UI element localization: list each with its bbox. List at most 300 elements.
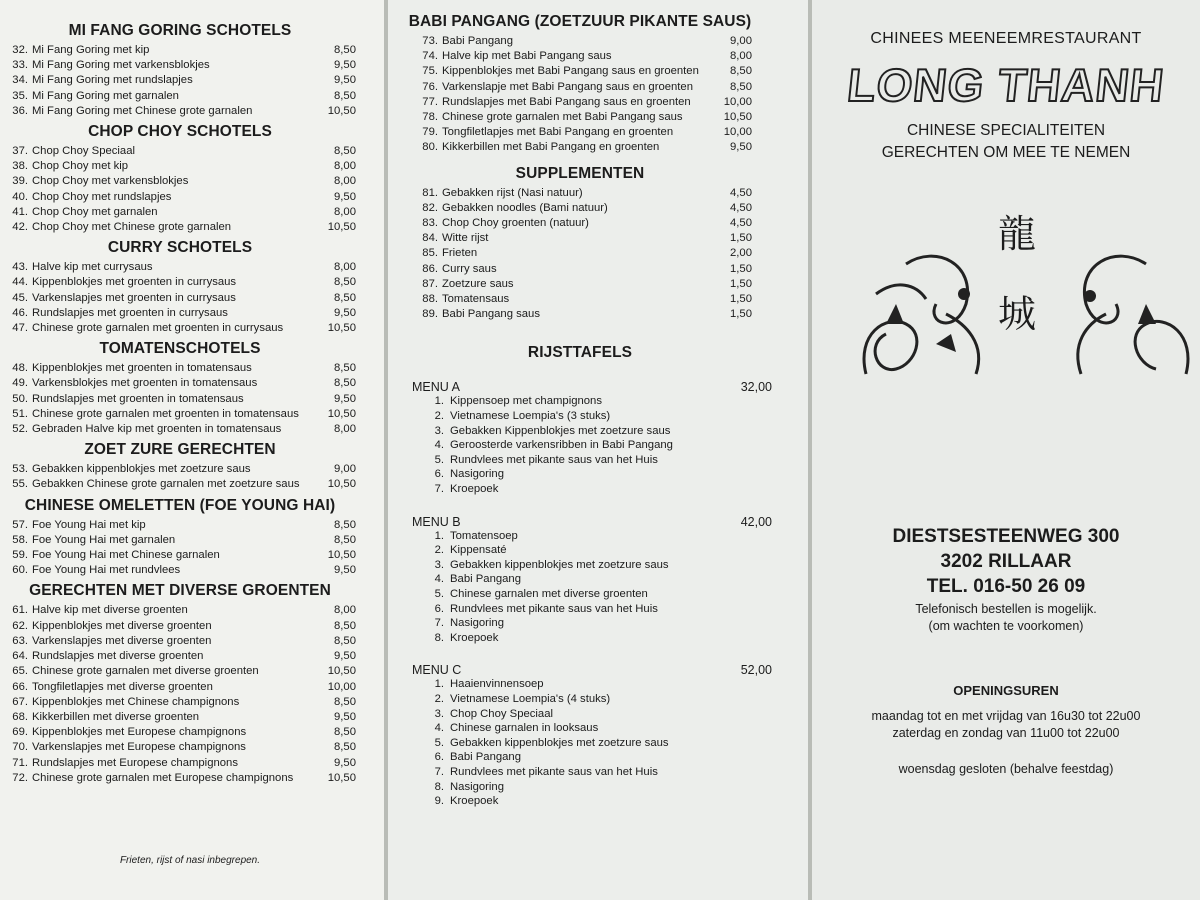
menu-item-row (4, 533, 356, 548)
item-number: 55. (12, 478, 28, 491)
item-number: 45. (12, 291, 28, 304)
item-number: 81. (422, 186, 438, 199)
footnote: Frieten, rijst of nasi inbegrepen. (119, 855, 261, 866)
item-number: 44. (12, 276, 28, 289)
item-price: 10,50 (327, 407, 356, 420)
item-number: 74. (422, 50, 438, 63)
set-menu-item (408, 750, 752, 765)
item-price: 8,50 (334, 518, 356, 531)
item-number: 87. (422, 277, 438, 290)
item-name: Mi Fang Goring met varkensblokjes (32, 59, 210, 72)
item-number: 88. (422, 293, 438, 306)
item-price: 10,50 (327, 478, 356, 491)
item-name: Rundslapjes met groenten in currysaus (32, 306, 228, 319)
item-number: 49. (12, 377, 28, 390)
set-menu-item (408, 394, 752, 409)
item-name: Varkenslapjes met groenten in currysaus (32, 291, 236, 304)
menu-item-row (4, 649, 356, 664)
item-price: 10,00 (723, 126, 752, 139)
item-number: 69. (12, 726, 28, 739)
menu-section (4, 441, 356, 492)
item-name: Tomatensaus (442, 293, 510, 306)
item-name: Gebakken kippenblokjes met zoetzure saus (32, 463, 251, 476)
menu-item-row (4, 392, 356, 407)
item-number: 62. (12, 619, 28, 632)
set-menu-item-number: 6. (434, 468, 444, 481)
menu-item-row (408, 49, 752, 64)
menu-item-row (4, 43, 356, 58)
item-name: Curry saus (442, 262, 497, 275)
menu-section (4, 340, 356, 437)
item-name: Witte rijst (442, 232, 489, 245)
set-menu-item-name: Gebakken kippenblokjes met zoetzure saus (450, 736, 669, 749)
menu-item-row (4, 321, 356, 336)
menu-item-row (4, 422, 356, 437)
item-price: 9,50 (334, 59, 356, 72)
item-name: Kikkerbillen met Babi Pangang en groenten (442, 141, 660, 154)
section-title: GERECHTEN MET DIVERSE GROENTEN (29, 582, 331, 600)
item-price: 2,00 (730, 247, 752, 260)
item-name: Kippenblokjes met Babi Pangang saus en groenten (442, 65, 699, 78)
menu-item-row (4, 361, 356, 376)
set-menu-item-name: Geroosterde varkensribben in Babi Pangang (450, 439, 673, 452)
set-menu-price: 42,00 (740, 514, 772, 529)
set-menu-name: MENU C (412, 663, 462, 678)
set-menu-item-number: 9. (434, 795, 444, 808)
phone-note-line-2: (om wachten te voorkomen) (928, 619, 1084, 633)
item-name: Chinese grote garnalen met groenten in tomatensaus (32, 407, 299, 420)
set-menu-item (408, 572, 752, 587)
item-number: 70. (12, 741, 28, 754)
item-name: Halve kip met currysaus (32, 261, 153, 274)
item-number: 50. (12, 392, 28, 405)
chinese-characters (998, 194, 1036, 354)
item-number: 77. (422, 95, 438, 108)
item-price: 8,50 (334, 145, 356, 158)
middle-sections (408, 13, 752, 322)
menu-item-row (4, 174, 356, 189)
item-number: 68. (12, 710, 28, 723)
item-name: Kippenblokjes met Europese champignons (32, 726, 247, 739)
set-menu-item (408, 467, 752, 482)
set-menu-item-number: 5. (434, 587, 444, 600)
item-price: 8,50 (334, 533, 356, 546)
set-menu-item (408, 631, 752, 646)
item-price: 1,50 (730, 293, 752, 306)
set-menu-item-name: Chinese garnalen met diverse groenten (450, 587, 648, 600)
item-number: 63. (12, 634, 28, 647)
section-title: MI FANG GORING SCHOTELS (68, 22, 292, 39)
hanzi-dragon: 龍 (998, 212, 1037, 256)
item-name: Tongfiletlapjes met diverse groenten (32, 680, 213, 693)
set-menu-item-name: Rundvlees met pikante saus van het Huis (450, 453, 658, 466)
item-price: 8,00 (334, 205, 356, 218)
set-menu-item-number: 1. (434, 678, 444, 691)
set-menu-item-name: Tomatensoep (450, 529, 518, 542)
item-price: 8,00 (334, 423, 356, 436)
menu-item-row (4, 740, 356, 755)
item-price: 9,50 (334, 756, 356, 769)
section-title: BABI PANGANG (ZOETZUUR PIKANTE SAUS) (408, 13, 752, 30)
set-menu-item-number: 7. (434, 617, 444, 630)
item-number: 84. (422, 232, 438, 245)
menu-item-row (4, 104, 356, 119)
set-menu-item-name: Nasigoring (450, 617, 505, 630)
set-menu-item (408, 453, 752, 468)
item-price: 1,50 (730, 262, 752, 275)
menu-item-row (4, 306, 356, 321)
dragon-left-icon (846, 224, 996, 394)
menu-item-row (4, 291, 356, 306)
item-price: 9,50 (334, 74, 356, 87)
set-menu-item-name: Gebakken kippenblokjes met zoetzure saus (450, 558, 669, 571)
set-menu-item-number: 6. (434, 751, 444, 764)
item-number: 82. (422, 201, 438, 214)
item-name: Mi Fang Goring met Chinese grote garnalen (32, 104, 253, 117)
item-number: 33. (12, 59, 28, 72)
menu-item-row (4, 695, 356, 710)
item-name: Kippenblokjes met groenten in currysaus (32, 276, 237, 289)
item-name: Rundslapjes met Babi Pangang saus en groenten (442, 95, 691, 108)
item-name: Chinese grote garnalen met groenten in currysaus (32, 322, 284, 335)
item-name: Chinese grote garnalen met Europese champignons (32, 771, 294, 784)
address-block (820, 524, 1192, 599)
menu-section (408, 165, 752, 323)
set-menu-item-number: 2. (434, 544, 444, 557)
set-menu-item-name: Kroepoek (450, 483, 499, 496)
item-number: 35. (12, 89, 28, 102)
item-number: 36. (12, 104, 28, 117)
item-number: 57. (12, 518, 28, 531)
item-price: 1,50 (730, 308, 752, 321)
set-menu-item (408, 424, 752, 439)
item-number: 61. (12, 604, 28, 617)
item-name: Rundslapjes met diverse groenten (32, 650, 204, 663)
item-price: 8,50 (334, 276, 356, 289)
item-number: 89. (422, 308, 438, 321)
set-menu-item-name: Kippensaté (450, 544, 507, 557)
address-city: 3202 RILLAAR (940, 551, 1072, 572)
item-name: Varkenslapjes met Europese champignons (32, 741, 246, 754)
menu-item-row (408, 277, 752, 292)
item-name: Chop Choy met rundslapjes (32, 190, 172, 203)
item-number: 58. (12, 533, 28, 546)
item-price: 10,50 (327, 549, 356, 562)
set-menu-item-number: 4. (434, 722, 444, 735)
item-name: Mi Fang Goring met kip (32, 44, 150, 56)
item-price: 9,50 (334, 650, 356, 663)
section-title: TOMATENSCHOTELS (99, 340, 261, 358)
set-menu-header (408, 514, 772, 529)
menu-item-row (4, 260, 356, 275)
item-price: 10,50 (327, 104, 356, 117)
item-number: 52. (12, 423, 28, 436)
item-price: 4,50 (730, 201, 752, 214)
set-menu-item-number: 4. (434, 439, 444, 452)
item-number: 76. (422, 80, 438, 93)
phone-note (820, 601, 1192, 635)
item-number: 83. (422, 217, 438, 230)
set-menu-item-name: Vietnamese Loempia's (3 stuks) (450, 410, 611, 423)
menu-item-row (4, 563, 356, 578)
item-number: 41. (12, 205, 28, 218)
item-price: 9,50 (334, 710, 356, 723)
menu-item-row (4, 205, 356, 220)
address-street: DIESTSESTEENWEG 300 (892, 526, 1120, 547)
item-price: 1,50 (730, 232, 752, 245)
item-name: Babi Pangang saus (442, 308, 540, 321)
set-menu-item (408, 409, 752, 424)
set-menu-item-number: 7. (434, 483, 444, 496)
hanzi-city: 城 (998, 292, 1037, 336)
menu-item-row (408, 186, 752, 201)
item-name: Gebakken Chinese grote garnalen met zoetzure saus (32, 478, 300, 491)
menu-section (4, 123, 356, 235)
item-name: Babi Pangang (442, 35, 513, 47)
item-number: 79. (422, 126, 438, 139)
item-price: 8,00 (334, 261, 356, 274)
item-number: 38. (12, 160, 28, 173)
menu-item-row (408, 125, 752, 140)
set-menu-item-number: 5. (434, 736, 444, 749)
set-menu-item (408, 780, 752, 795)
section-title: SUPPLEMENTEN (515, 164, 645, 182)
menu-item-row (408, 246, 752, 261)
item-price: 8,00 (334, 604, 356, 617)
set-menu-item-number: 7. (434, 765, 444, 778)
item-price: 8,50 (334, 619, 356, 632)
menu-item-row (4, 680, 356, 695)
item-name: Varkensblokjes met groenten in tomatensaus (32, 377, 258, 390)
item-price: 10,00 (327, 680, 356, 693)
rijsttafel-menus (408, 380, 772, 808)
menu-item-row (4, 771, 356, 786)
set-menu-item-name: Haaienvinnensoep (450, 678, 544, 691)
item-name: Mi Fang Goring met rundslapjes (32, 74, 193, 87)
item-number: 72. (12, 771, 28, 784)
item-name: Kippenblokjes met diverse groenten (32, 619, 212, 632)
set-menu-item-name: Babi Pangang (450, 573, 521, 586)
item-price: 8,50 (334, 377, 356, 390)
menu-item-row (408, 307, 752, 322)
set-menu-item-name: Vietnamese Loempia's (4 stuks) (450, 692, 611, 705)
menu-item-row (4, 462, 356, 477)
item-number: 66. (12, 680, 28, 693)
item-number: 39. (12, 175, 28, 188)
item-price: 8,50 (334, 291, 356, 304)
item-price: 8,50 (730, 80, 752, 93)
restaurant-logo: LONG THANH (844, 59, 1168, 111)
item-name: Gebraden Halve kip met groenten in tomatensaus (32, 423, 282, 436)
set-menu-item-name: Chop Choy Speciaal (450, 707, 553, 720)
item-price: 8,00 (334, 160, 356, 173)
item-number: 60. (12, 564, 28, 577)
menu-item-row (4, 710, 356, 725)
item-price: 8,00 (730, 50, 752, 63)
item-number: 34. (12, 74, 28, 87)
item-price: 9,50 (334, 306, 356, 319)
set-menu-item-name: Gebakken Kippenblokjes met zoetzure saus (450, 424, 671, 437)
item-price: 9,00 (730, 35, 752, 47)
set-menu-item-number: 6. (434, 602, 444, 615)
item-price: 4,50 (730, 186, 752, 199)
item-price: 8,50 (334, 44, 356, 56)
item-number: 59. (12, 549, 28, 562)
set-menu-header (408, 380, 772, 395)
item-price: 10,50 (327, 771, 356, 784)
opening-hours (820, 708, 1192, 742)
set-menu-item-number: 5. (434, 453, 444, 466)
set-menu-header (408, 663, 772, 678)
item-name: Foe Young Hai met garnalen (32, 533, 176, 546)
item-number: 86. (422, 262, 438, 275)
menu-item-row (4, 159, 356, 174)
item-price: 4,50 (730, 217, 752, 230)
item-number: 65. (12, 665, 28, 678)
menu-item-row (408, 64, 752, 79)
set-menu-item (408, 558, 752, 573)
menu-item-row (408, 201, 752, 216)
item-price: 10,50 (327, 665, 356, 678)
item-price: 8,50 (730, 65, 752, 78)
set-menu-item (408, 602, 752, 617)
item-name: Chop Choy groenten (natuur) (442, 217, 589, 230)
rijsttafels-title: RIJSTTAFELS (527, 344, 633, 362)
set-menu-item (408, 438, 752, 453)
menu-item-row (4, 518, 356, 533)
menu-item-row (4, 275, 356, 290)
item-name: Chop Choy met Chinese grote garnalen (32, 221, 232, 234)
item-price: 1,50 (730, 277, 752, 290)
menu-item-row (4, 190, 356, 205)
menu-section (4, 22, 356, 119)
menu-item-row (4, 603, 356, 618)
set-menu-item-number: 2. (434, 692, 444, 705)
phone-note-line-1: Telefonisch bestellen is mogelijk. (915, 602, 1097, 616)
item-price: 10,50 (723, 111, 752, 124)
set-menu-item-number: 2. (434, 410, 444, 423)
menu-section (4, 239, 356, 336)
menu-item-row (4, 619, 356, 634)
item-name: Zoetzure saus (442, 277, 514, 290)
item-number: 46. (12, 306, 28, 319)
item-name: Mi Fang Goring met garnalen (32, 89, 179, 102)
middle-menu-panel (388, 0, 810, 900)
item-price: 9,50 (334, 564, 356, 577)
item-name: Frieten (442, 247, 478, 260)
item-price: 9,00 (334, 463, 356, 476)
set-menu-item (408, 707, 752, 722)
item-number: 32. (12, 44, 28, 56)
set-menu-item (408, 616, 752, 631)
set-menu-item-name: Babi Pangang (450, 751, 521, 764)
item-name: Halve kip met diverse groenten (32, 604, 188, 617)
menu-item-row (408, 216, 752, 231)
menu-item-row (4, 548, 356, 563)
menu-item-row (4, 89, 356, 104)
item-number: 67. (12, 695, 28, 708)
item-number: 43. (12, 261, 28, 274)
item-price: 10,50 (327, 221, 356, 234)
item-price: 9,50 (334, 392, 356, 405)
menu-item-row (4, 477, 356, 492)
menu-item-row (4, 73, 356, 88)
item-price: 8,00 (334, 175, 356, 188)
menu-item-row (408, 110, 752, 125)
item-number: 78. (422, 111, 438, 124)
item-name: Kikkerbillen met diverse groenten (32, 710, 200, 723)
set-menu-name: MENU A (412, 380, 460, 395)
item-number: 85. (422, 247, 438, 260)
item-name: Kippenblokjes met Chinese champignons (32, 695, 240, 708)
menu-item-row (4, 58, 356, 73)
set-menu-name: MENU B (412, 514, 461, 529)
item-price: 8,50 (334, 89, 356, 102)
item-number: 47. (12, 322, 28, 335)
menu-item-row (4, 664, 356, 679)
set-menu-item (408, 692, 752, 707)
section-title: ZOET ZURE GERECHTEN (84, 441, 276, 459)
item-price: 8,50 (334, 695, 356, 708)
item-number: 64. (12, 650, 28, 663)
closed-day: woensdag gesloten (behalve feestdag) (898, 762, 1114, 776)
hours-weekdays: maandag tot en met vrijdag van 16u30 tot 22u00 (871, 709, 1141, 723)
set-menu-item-number: 3. (434, 424, 444, 437)
section-title: CURRY SCHOTELS (107, 239, 253, 257)
left-menu-panel (0, 0, 384, 900)
item-name: Foe Young Hai met Chinese garnalen (32, 549, 220, 562)
set-menu-item (408, 677, 752, 692)
menu-item-row (408, 140, 752, 155)
set-menu-item (408, 587, 752, 602)
menu-item-row (4, 144, 356, 159)
dragon-artwork (820, 194, 1192, 424)
item-name: Varkenslapjes met diverse groenten (32, 634, 212, 647)
menu-item-row (4, 376, 356, 391)
cover-panel (812, 0, 1200, 900)
set-menu-item-number: 1. (434, 395, 444, 408)
item-name: Foe Young Hai met rundvlees (32, 564, 181, 577)
set-menu-item-name: Chinese garnalen in looksaus (450, 722, 599, 735)
menu-item-row (408, 262, 752, 277)
hours-weekend: zaterdag en zondag van 11u00 tot 22u00 (892, 726, 1120, 740)
set-menu-item-name: Nasigoring (450, 468, 505, 481)
set-menu-item-number: 3. (434, 558, 444, 571)
menu-item-row (4, 756, 356, 771)
tagline: CHINEES MEENEEMRESTAURANT (870, 30, 1142, 47)
specialties-line-1: CHINESE SPECIALITEITEN (906, 122, 1106, 139)
section-title: CHINESE OMELETTEN (FOE YOUNG HAI) (24, 496, 336, 514)
item-name: Chop Choy Speciaal (32, 145, 135, 158)
set-menu-item-number: 3. (434, 707, 444, 720)
set-menu-item (408, 794, 752, 809)
menu-item-row (408, 80, 752, 95)
menu-section (4, 497, 356, 579)
item-number: 73. (422, 35, 438, 47)
item-name: Halve kip met Babi Pangang saus (442, 50, 612, 63)
item-name: Gebakken rijst (Nasi natuur) (442, 186, 583, 199)
set-menu-item-name: Rundvlees met pikante saus van het Huis (450, 602, 658, 615)
menu-section (408, 13, 752, 156)
menu-section (4, 582, 356, 785)
menu-item-row (4, 220, 356, 235)
item-price: 9,50 (730, 141, 752, 154)
dragon-right-icon (1066, 224, 1200, 394)
item-number: 80. (422, 141, 438, 154)
specialties-line-2: GERECHTEN OM MEE TE NEMEN (881, 144, 1131, 161)
item-number: 37. (12, 145, 28, 158)
item-price: 9,50 (334, 190, 356, 203)
